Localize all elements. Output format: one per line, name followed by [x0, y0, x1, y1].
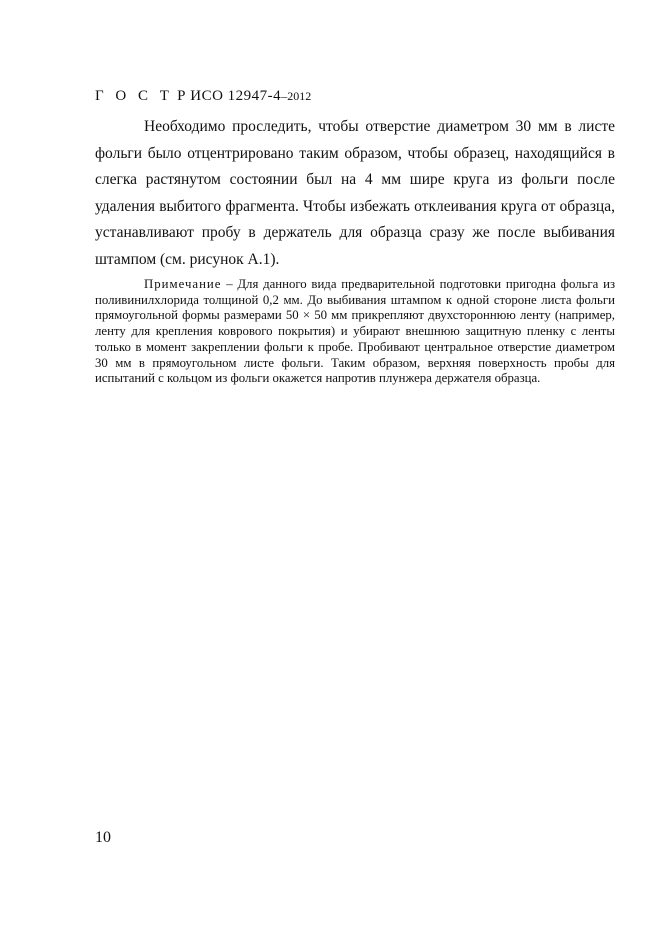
body-paragraph: Необходимо проследить, чтобы отверстие диаметром 30 мм в листе фольги было отцентрировано таким образом, чтобы образец, находящийся в слегка растянутом состоянии был на 4 мм шире круга из фольги после удаления выбитого фрагмента. Чтобы избежать отклеивания круга от образца, устанавливают пробу в держатель для образца сразу же после выбивания штампом (см. рисунок А.1). [95, 118, 615, 268]
note-text: Для данного вида предварительной подготовки пригодна фольга из поливинилхлорида толщиной 0,2 мм. До выбивания штампом к одной стороне листа фольги прямоугольной формы размерами 50 × 50 мм прикрепляют двухстороннюю ленту (например, ленту для крепления коврового покрытия) и убирают внешнюю защитную пленку с ленты только в момент закреплении фольги к пробе. Пробивают центральное отверстие диаметром 30 мм в прямоугольном листе фольги. Таким образом, верхняя поверхность пробы для испытаний с кольцом из фольги окажется напротив плунжера держателя образца. [95, 277, 615, 386]
standard-designation: Г О С Т [95, 88, 173, 104]
note-block [95, 277, 615, 387]
page-number: 10 [95, 829, 111, 846]
note-dash: – [221, 277, 238, 291]
standard-number: Р ИСО 12947-4 [177, 88, 282, 104]
note-label: Примечание [144, 277, 222, 291]
standard-year: –2012 [281, 89, 312, 103]
page-header [95, 88, 311, 105]
